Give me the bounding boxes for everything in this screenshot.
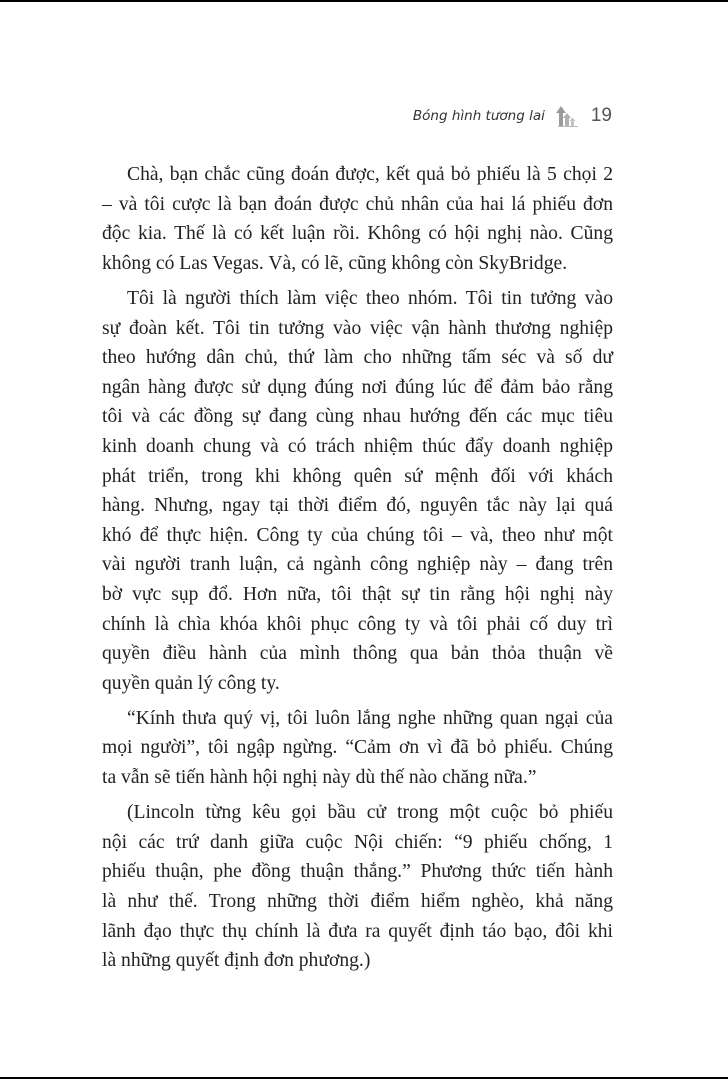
stacked-up-arrows-logo-icon	[555, 104, 579, 128]
text-line: là như thế. Trong những thời điểm hiểm nghèo, khả năng	[102, 891, 613, 913]
text-line: ta vẫn sẽ tiến hành hội nghị này dù thế nào chăng nữa.”	[102, 767, 537, 789]
paragraph	[102, 160, 613, 278]
text-line: “Kính thưa quý vị, tôi luôn lắng nghe những quan ngại của	[127, 707, 613, 729]
running-title: Bóng hình tương lai	[412, 108, 545, 124]
page-body	[102, 160, 613, 981]
page-number: 19	[590, 105, 612, 126]
text-line: không có Las Vegas. Và, có lẽ, cũng không còn SkyBridge.	[102, 252, 568, 274]
running-header	[413, 102, 612, 130]
text-line: Chà, bạn chắc cũng đoán được, kết quả bỏ phiếu là 5 chọi 2	[127, 164, 613, 185]
text-line: quyền điều hành của mình thông qua bản thỏa thuận về	[102, 643, 613, 665]
text-line: hàng. Nhưng, ngay tại thời điểm đó, nguyên tắc này lại quá	[102, 495, 613, 517]
text-line: chính là chìa khóa khôi phục công ty và tôi phải cố duy trì	[102, 613, 613, 635]
paragraph	[102, 704, 613, 793]
text-line: kinh doanh chung và có trách nhiệm thúc đẩy doanh nghiệp	[102, 435, 613, 457]
page-top-border	[0, 0, 728, 2]
text-line: sự đoàn kết. Tôi tin tưởng vào việc vận hành thương nghiệp	[102, 317, 613, 339]
text-line: là những quyết định đơn phương.)	[102, 950, 371, 972]
text-line: ngân hàng được sử dụng đúng nơi đúng lúc để đảm bảo rằng	[102, 376, 613, 398]
page-bottom-border	[0, 1077, 728, 1079]
text-line: nội các trứ danh giữa cuộc Nội chiến: “9 phiếu chống, 1	[102, 831, 613, 853]
paragraph	[102, 798, 613, 976]
text-line: độc kia. Thế là có kết luận rồi. Không có hội nghị nào. Cũng	[102, 223, 613, 245]
text-line: phát triển, trong khi không quên sứ mệnh đối với khách	[102, 465, 613, 487]
text-line: tôi và các đồng sự đang cùng nhau hướng đến các mục tiêu	[102, 406, 613, 428]
text-line: quyền quản lý công ty.	[102, 672, 280, 694]
text-line: – và tôi cược là bạn đoán được chủ nhân của hai lá phiếu đơn	[102, 193, 613, 215]
text-line: khó để thực hiện. Công ty của chúng tôi – và, theo như một	[102, 524, 613, 546]
text-line: Tôi là người thích làm việc theo nhóm. Tôi tin tưởng vào	[127, 287, 613, 309]
text-line: vài người tranh luận, cả ngành công nghiệp này – đang trên	[102, 554, 613, 576]
paragraph	[102, 284, 613, 698]
text-line: theo hướng dân chủ, thứ làm cho những tấm séc và số dư	[102, 347, 613, 369]
text-line: bờ vực sụp đổ. Hơn nữa, tôi thật sự tin rằng hội nghị này	[102, 583, 613, 605]
text-line: (Lincoln từng kêu gọi bầu cử trong một cuộc bỏ phiếu	[127, 802, 613, 824]
text-line: lãnh đạo thực thụ chính là đưa ra quyết định táo bạo, đôi khi	[102, 920, 613, 942]
text-line: mọi người”, tôi ngập ngừng. “Cảm ơn vì đã bỏ phiếu. Chúng	[102, 737, 613, 759]
text-line: phiếu thuận, phe đồng thuận thắng.” Phương thức tiến hành	[102, 861, 613, 883]
